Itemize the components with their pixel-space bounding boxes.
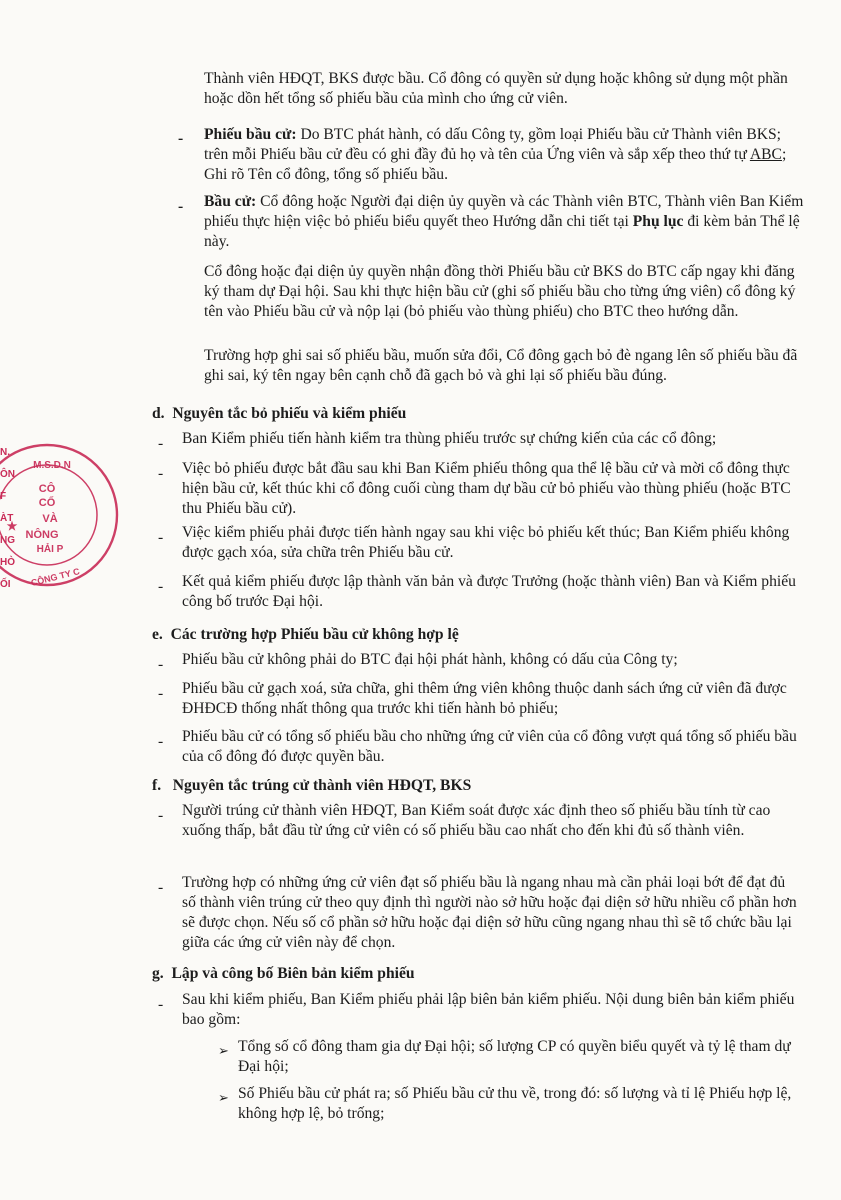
ballot-label: Phiếu bầu cử: [204,126,297,143]
section-title: Các trường hợp Phiếu bầu cử không hợp lệ [170,626,459,643]
stamp-edge-letter: ÔN [0,469,15,480]
voting-text-end: đi kèm bản Thể lệ này. [204,213,800,250]
bullet-dash: - [178,198,184,215]
bullet-dash: - [158,465,164,482]
seal-bottom-text: CÔNG TY C [29,566,81,588]
stamp-edge-letter: ỐI [0,579,11,590]
bullet-dash: - [178,130,184,147]
bullet-dash: - [158,685,164,702]
bullet-dash: - [158,807,164,824]
stamp-edge-letter: ÀT [0,513,14,524]
list-item: Kết quả kiểm phiếu được lập thành văn bản và được Trưởng (hoặc thành viên) Ban và Kiểm phiếu công bố trước Đại hội. [182,573,796,610]
section-title: Nguyên tắc bỏ phiếu và kiểm phiếu [172,405,407,422]
bullet-dash: - [158,656,164,673]
appendix-label: Phụ lục [632,213,684,230]
list-item: Phiếu bầu cử có tổng số phiếu bầu cho những ứng cử viên của cổ đông vượt quá tổng số phiếu bầu của cổ đông đó được quyền bầu. [182,728,797,765]
bullet-dash: - [158,435,164,452]
seal-ring-text: M.S.D.N [33,460,71,471]
seal-line: NÔNG [25,529,59,541]
section-e-heading [152,625,459,645]
section-letter: g. [152,965,164,982]
bullet-dash: - [158,996,164,1013]
company-seal [0,440,122,590]
arrow-bullet-icon: ➢ [218,1043,229,1058]
section-title: Nguyên tắc trúng cử thành viên HĐQT, BKS [172,777,472,794]
section-letter: d. [152,405,165,422]
seal-line: HẢI P [36,544,64,555]
voting-label: Bầu cử: [204,193,257,210]
voting-paragraph [204,192,804,252]
list-item: Sau khi kiểm phiếu, Ban Kiểm phiếu phải lập biên bản kiểm phiếu. Nội dung biên bản kiểm phiếu bao gồm: [182,991,795,1028]
list-item: Phiếu bầu cử gạch xoá, sửa chữa, ghi thêm ứng viên không thuộc danh sách ứng cử viên đã được ĐHĐCĐ thống nhất thông qua trước khi tiến hành bỏ phiếu; [182,680,787,717]
stamp-edge-letter: F [0,491,7,502]
list-item: Người trúng cử thành viên HĐQT, Ban Kiểm soát được xác định theo số phiếu bầu tính từ cao xuống thấp, bắt đầu từ ứng cử viên có số phiếu bầu cao nhất cho đến khi đủ số thành viên. [182,802,771,839]
seal-line: CỔ [38,497,56,509]
ballot-text: Do BTC phát hành, có dấu Công ty, gồm loại Phiếu bầu cử Thành viên BKS; trên mỗi Phiếu bầu cử đều có ghi đầy đủ họ và tên của Ứng viên và sắp xếp theo thứ tự [204,126,781,163]
list-item: Phiếu bầu cử không phải do BTC đại hội phát hành, không có dấu của Công ty; [182,651,678,668]
bullet-dash: - [158,733,164,750]
ballot-paragraph [204,125,804,185]
section-g-heading [152,964,415,984]
sub-list-item: Số Phiếu bầu cử phát ra; số Phiếu bầu cử thu về, trong đó: số lượng và tỉ lệ Phiếu hợp lệ, không hợp lệ, bỏ trống; [238,1085,792,1122]
stamp-edge-letter: N. [0,447,10,458]
voting-paragraph-3: Trường hợp ghi sai số phiếu bầu, muốn sửa đổi, Cổ đông gạch bỏ đè ngang lên số phiếu bầu đã ghi sai, ký tên ngay bên cạnh chỗ đã gạch bỏ và ghi lại số phiếu bầu đúng. [204,347,798,384]
list-item: Trường hợp có những ứng cử viên đạt số phiếu bầu là ngang nhau mà cần phải loại bớt để đạt đủ số thành viên trúng cử theo quy định thì người nào sở hữu hoặc đại diện sở hữu nhiều cổ phần hơn sẽ được chọn. Nếu số cổ phần sở hữu hoặc đại diện sở hữu cũng ngang nhau thì sẽ tổ chức bầu lại giữa các ứng cử viên này để chọn. [182,874,797,951]
seal-star-icon: ★ [6,519,18,533]
voting-text: Cổ đông hoặc Người đại diện ủy quyền và các Thành viên BTC, Thành viên Ban Kiểm phiếu thực hiện việc bỏ phiếu biểu quyết theo Hướng dẫn chi tiết tại [204,193,804,230]
stamp-edge-letter: NG [0,535,15,546]
seal-line: VÀ [42,513,58,525]
section-f-heading [152,776,471,796]
list-item: Việc bỏ phiếu được bắt đầu sau khi Ban Kiểm phiếu thông qua thể lệ bầu cử và mời cổ đông thực hiện bầu cử, kết thúc khi cổ đông cuối cùng tham dự bầu cử bỏ phiếu vào thùng phiếu (hoặc BTC thu Phiếu bầu cử). [182,460,791,517]
seal-line: CÔ [38,483,56,495]
arrow-bullet-icon: ➢ [218,1090,229,1105]
bullet-dash: - [158,529,164,546]
intro-paragraph: Thành viên HĐQT, BKS được bầu. Cổ đông có quyền sử dụng hoặc không sử dụng một phần hoặc dồn hết tổng số phiếu bầu của mình cho ứng cử viên. [204,70,788,107]
bullet-dash: - [158,879,164,896]
bullet-dash: - [158,578,164,595]
section-title: Lập và công bố Biên bản kiểm phiếu [171,965,415,982]
ballot-abc: ABC [749,146,782,163]
section-letter: e. [152,626,163,643]
voting-paragraph-2: Cổ đông hoặc đại diện ủy quyền nhận đồng thời Phiếu bầu cử BKS do BTC cấp ngay khi đăng ký tham dự Đại hội. Sau khi thực hiện bầu cử (ghi số phiếu bầu cho từng ứng viên) cổ đông ký tên vào Phiếu bầu cử và nộp lại (bỏ phiếu vào thùng phiếu) cho BTC theo hướng dẫn. [204,263,796,320]
ballot-text-end: ; Ghi rõ Tên cổ đông, tổng số phiếu bầu. [204,146,787,183]
section-d-heading [152,404,406,424]
sub-list-item: Tổng số cổ đông tham gia dự Đại hội; số lượng CP có quyền biểu quyết và tỷ lệ tham dự Đại hội; [238,1038,791,1075]
stamp-edge-letter: HÒ [0,557,15,568]
list-item: Ban Kiểm phiếu tiến hành kiểm tra thùng phiếu trước sự chứng kiến của các cổ đông; [182,430,717,447]
section-letter: f. [152,777,162,794]
list-item: Việc kiểm phiếu phải được tiến hành ngay sau khi việc bỏ phiếu kết thúc; Ban Kiểm phiếu không được gạch xóa, sửa chữa trên Phiếu bầu cử. [182,524,790,561]
